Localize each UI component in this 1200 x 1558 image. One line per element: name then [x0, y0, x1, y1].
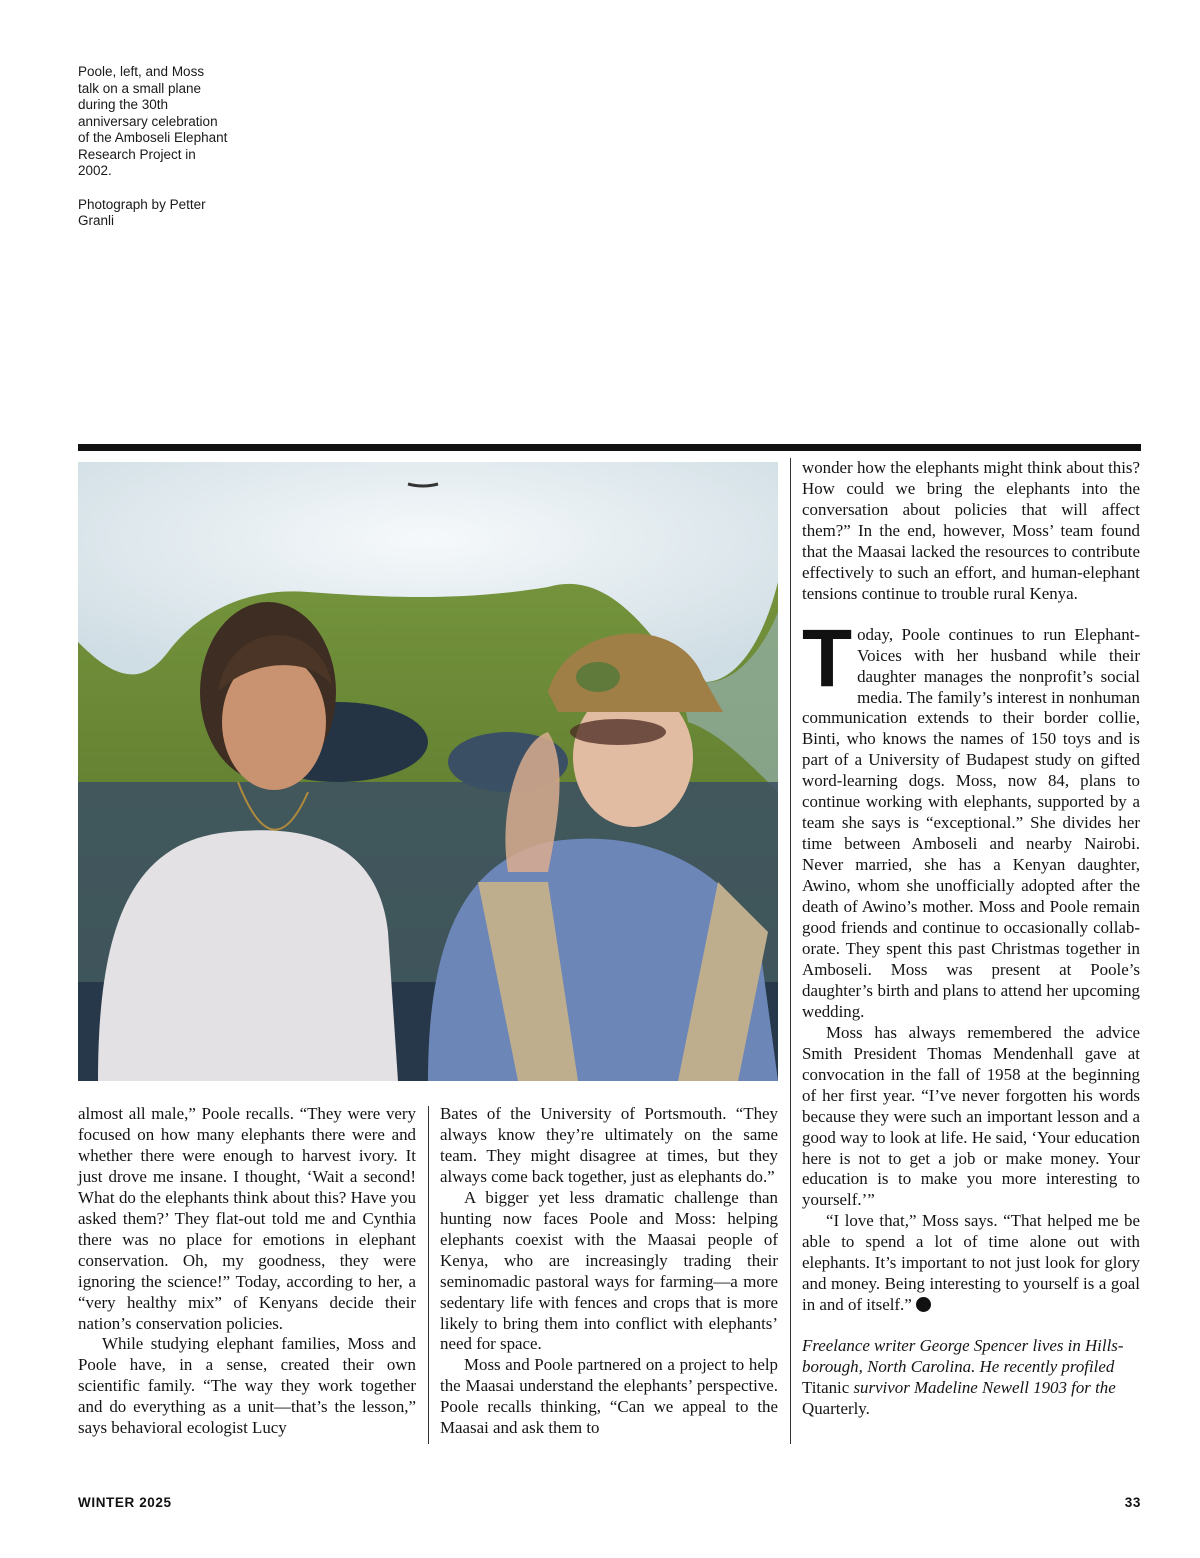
issue-label: WINTER 2025 — [78, 1495, 172, 1510]
page-number: 33 — [1124, 1495, 1141, 1510]
column-divider — [790, 458, 791, 1444]
article-photo — [78, 462, 778, 1081]
bio-publication: Quarterly. — [802, 1398, 870, 1418]
paragraph-text: oday, Poole continues to run ElephantVoices with her husband while their daughter manages the nonprofit’s social media. The family’s interest in nonhuman communication extends to their border collie, Binti, who knows the names of 150 toys and is part of a University of Budapest study on gifted word-learning dogs. Moss, now 84, plans to continue working with elephants, supported by a team she says is “exceptional.” She divides her time between Amboseli and nearby Nairobi. Never married, she has a Kenyan daughter, Awino, whom she unofficially adopted after the death of Awino’s mother. Moss and Poole remain good friends and continue to occasionally collaborate. They spent this past Christmas together in Amboseli. Moss was present at Poole’s daughter’s birth and plans to attend her upcoming wedding. — [802, 624, 1140, 1021]
paragraph: A bigger yet less dramatic challenge than hunting now faces Poole and Moss: helping elephants coexist with the Maasai people of Kenya, who are increasingly trading their seminomadic pastoral ways for farming—a more sedentary life with fences and crops that is more likely to bring them into conflict with elephants’ need for space. — [440, 1187, 778, 1354]
paragraph-text: “I love that,” Moss says. “That helped me be able to spend a lot of time alone out with elephants. It’s important to not just look for glory and money. Being interesting to yourself is a goal in and of itself.” — [802, 1211, 1140, 1315]
bio-title: Titanic — [802, 1378, 850, 1398]
paragraph: Bates of the University of Portsmouth. “They always know they’re ultimately on the same team. They might disagree at times, but they always come back together, just as elephants do.” — [440, 1104, 778, 1186]
photo-caption — [78, 64, 228, 230]
bio-text: survivor Madeline Newell 1903 for — [849, 1378, 1096, 1398]
end-mark-icon — [916, 1297, 931, 1312]
paragraph: Moss has always remembered the advice Smith President Thomas Mendenhall gave at convocation in the fall of 1958 at the beginning of her first year. “I’ve never forgotten his words because they were such an important lesson and a good way to look at life. He said, ‘Your education here is not to get a job or make money. Your education is to make you more interesting to yourself.’” — [802, 1022, 1140, 1210]
paragraph — [802, 1211, 1140, 1316]
article-column-2 — [440, 1104, 778, 1439]
article-column-3 — [802, 458, 1140, 1420]
section-rule — [78, 444, 1141, 451]
bio-text: the — [1095, 1378, 1116, 1398]
photo-credit: Photograph by Petter Granli — [78, 196, 206, 228]
drop-cap: T — [802, 612, 853, 704]
paragraph: almost all male,” Poole recalls. “They were very focused on how many elephants there were and whether there were enough to harvest ivory. It just drove me insane. I thought, ‘Wait a second! What do the elephants think about this? Have you asked them?’ They flat-out told me and Cynthia there was no place for emotions in elephant conservation. Oh, my goodness, they were ignoring the science!” Today, according to her, a “very healthy mix” of Kenyans decide their nation’s conservation policies. — [78, 1104, 416, 1333]
author-bio — [802, 1336, 1140, 1420]
bio-text: Freelance writer George Spencer lives in Hillsborough, North Carolina. He recently profiled — [802, 1336, 1124, 1377]
paragraph: Moss and Poole partnered on a project to help the Maasai understand the elephants’ perspective. Poole recalls thinking, “Can we appeal to the Maasai and ask them to — [440, 1355, 778, 1438]
plane-cabin-illustration — [78, 462, 778, 1081]
column-divider — [428, 1106, 429, 1444]
paragraph: While studying elephant families, Moss and Poole have, in a sense, created their own scientific family. “The way they work together and do everything as a unit—that’s the lesson,” says behavioral ecologist Lucy — [78, 1334, 416, 1438]
paragraph-with-dropcap — [802, 612, 1140, 1023]
paragraph: wonder how the elephants might think about this? How could we bring the elephants into the conversation about policies that will affect them?” In the end, however, Moss’ team found that the Maasai lacked the resources to contribute effectively to such an effort, and human-elephant tensions continue to trouble rural Kenya. — [802, 458, 1140, 603]
article-column-1 — [78, 1104, 416, 1439]
caption-text: Poole, left, and Moss talk on a small plane during the 30th anniversary celebration of the Amboseli Elephant Research Project in 2002. — [78, 64, 228, 178]
